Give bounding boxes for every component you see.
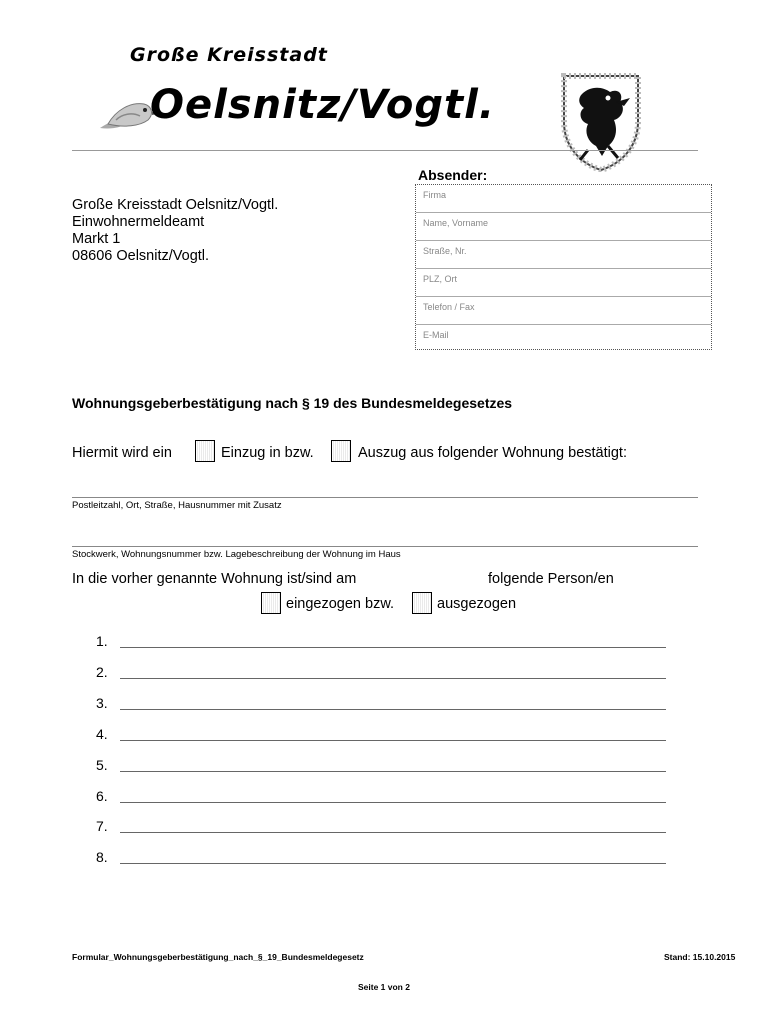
recipient-address <box>72 197 278 265</box>
sender-field-email[interactable]: E-Mail <box>423 330 449 340</box>
sender-field-street[interactable]: Straße, Nr. <box>416 241 711 269</box>
coat-of-arms-icon <box>560 72 642 172</box>
address-line: Markt 1 <box>72 231 121 247</box>
einzug-checkbox[interactable] <box>195 440 215 462</box>
person-line-6[interactable] <box>120 802 666 803</box>
person-line-1[interactable] <box>120 647 666 648</box>
person-line-5[interactable] <box>120 771 666 772</box>
footer-form-name: Formular_Wohnungsgeberbestätigung_nach_§_19_Bundesmeldegesetz <box>72 952 364 962</box>
address-line: 08606 Oelsnitz/Vogtl. <box>72 248 210 264</box>
eingezogen-label: eingezogen bzw. <box>286 596 395 612</box>
apartment-floor-caption: Stockwerk, Wohnungsnummer bzw. Lagebeschreibung der Wohnung im Haus <box>72 549 401 560</box>
person-line-3[interactable] <box>120 709 666 710</box>
sender-field-city[interactable]: PLZ, Ort <box>416 269 711 297</box>
form-title: Wohnungsgeberbestätigung nach § 19 des Bundesmeldegesetzes <box>72 395 513 411</box>
sender-box <box>415 184 712 350</box>
person-number: 4. <box>96 726 108 742</box>
person-number: 7. <box>96 818 108 834</box>
header-divider <box>72 150 698 151</box>
confirm-prefix: Hiermit wird ein <box>72 445 172 461</box>
sender-field-phone[interactable]: Telefon / Fax <box>416 297 711 325</box>
einzug-label: Einzug in bzw. <box>221 445 314 461</box>
person-line-8[interactable] <box>120 863 666 864</box>
address-line: Einwohnermeldeamt <box>72 214 205 230</box>
person-number: 1. <box>96 633 108 649</box>
footer-page-number: Seite 1 von 2 <box>358 982 410 992</box>
ausgezogen-label: ausgezogen <box>437 596 517 612</box>
apartment-address-caption: Postleitzahl, Ort, Straße, Hausnummer mit Zusatz <box>72 500 282 511</box>
ausgezogen-checkbox[interactable] <box>412 592 432 614</box>
footer-stand: Stand: 15.10.2015 <box>664 952 736 962</box>
persons-prefix: In die vorher genannte Wohnung ist/sind am <box>72 571 357 587</box>
sender-field-firma[interactable]: Firma <box>416 185 711 213</box>
person-number: 3. <box>96 695 108 711</box>
person-number: 5. <box>96 757 108 773</box>
person-number: 6. <box>96 788 108 804</box>
apartment-floor-line[interactable] <box>72 546 698 547</box>
bird-logo-icon <box>96 80 158 138</box>
apartment-address-line[interactable] <box>72 497 698 498</box>
eingezogen-checkbox[interactable] <box>261 592 281 614</box>
sender-title: Absender: <box>418 167 488 183</box>
city-title: Oelsnitz/Vogtl. <box>150 82 496 128</box>
person-line-7[interactable] <box>120 832 666 833</box>
auszug-label: Auszug aus folgender Wohnung bestätigt: <box>358 445 627 461</box>
city-subtitle: Große Kreisstadt <box>130 44 328 66</box>
sender-field-name[interactable]: Name, Vorname <box>416 213 711 241</box>
persons-suffix: folgende Person/en <box>488 571 614 587</box>
address-line: Große Kreisstadt Oelsnitz/Vogtl. <box>72 197 279 213</box>
person-number: 8. <box>96 849 108 865</box>
auszug-checkbox[interactable] <box>331 440 351 462</box>
person-number: 2. <box>96 664 108 680</box>
person-line-4[interactable] <box>120 740 666 741</box>
person-line-2[interactable] <box>120 678 666 679</box>
